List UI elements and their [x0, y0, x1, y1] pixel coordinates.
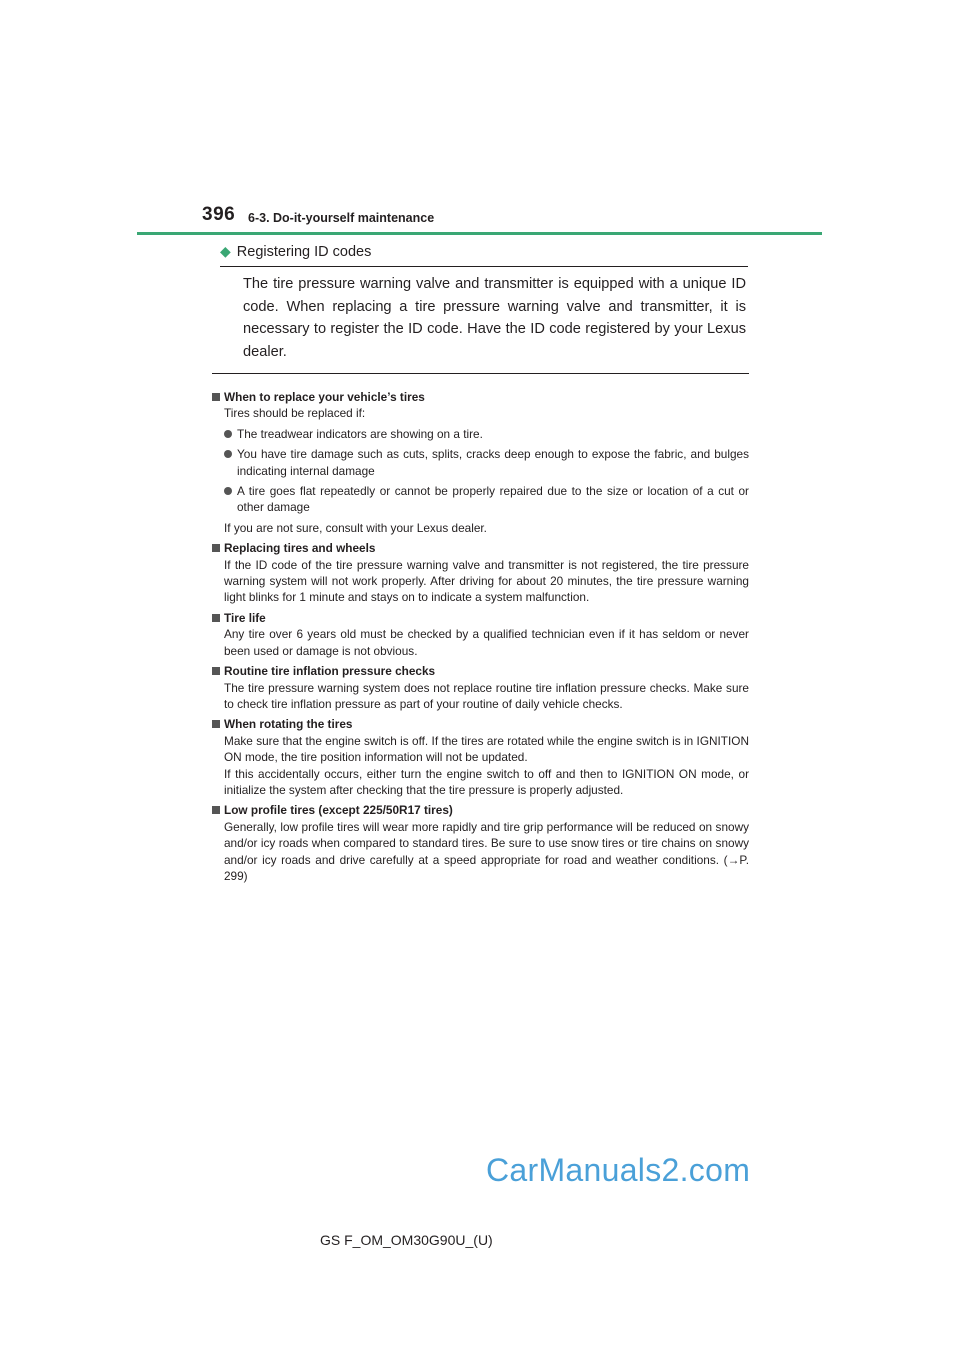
circle-bullet-icon	[224, 487, 232, 495]
square-bullet-icon	[212, 720, 220, 728]
topic-body: Make sure that the engine switch is off. If the tires are rotated while the engine switch is in IGNITION ON mode, the tire position information will not be updated.	[224, 733, 749, 765]
topic-title: Routine tire inflation pressure checks	[224, 664, 436, 679]
footer-doc-code: GS F_OM_OM30G90U_(U)	[320, 1232, 493, 1248]
topic-intro: Tires should be replaced if:	[224, 406, 366, 421]
topic-body: If the ID code of the tire pressure warning valve and transmitter is not registered, the tire pressure warning system will not work properly. After driving for about 20 minutes, the tire pressure warning light blinks for 1 minute and stays on to indicate a system malfunction.	[224, 557, 749, 605]
circle-bullet-icon	[224, 450, 232, 458]
topic-title: Tire life	[224, 610, 266, 625]
notes-section	[212, 385, 749, 884]
list-item: A tire goes flat repeatedly or cannot be properly repaired due to the size or location of a cut or other damage	[212, 483, 749, 516]
topic-replacing-tires-wheels	[212, 540, 749, 606]
square-bullet-icon	[212, 806, 220, 814]
square-bullet-icon	[212, 544, 220, 552]
list-item: The treadwear indicators are showing on a tire.	[212, 426, 749, 442]
topic-rotating-tires	[212, 716, 749, 798]
topic-title: When rotating the tires	[224, 717, 353, 732]
square-bullet-icon	[212, 393, 220, 401]
subsection-heading	[220, 243, 748, 267]
topic-body: If this accidentally occurs, either turn the engine switch to off and then to IGNITION ON mode, or initialize the system after checking that the tire pressure is properly adjusted.	[224, 766, 749, 797]
topic-low-profile-tires	[212, 802, 749, 884]
topic-body: The tire pressure warning system does not replace routine tire inflation pressure checks. Make sure to check tire inflation pressure as part of your routine of daily vehicle checks.	[224, 680, 749, 711]
topic-pressure-checks	[212, 663, 749, 712]
subsection-text: The tire pressure warning valve and transmitter is equipped with a unique ID code. When replacing a tire pressure warning valve and transmitter, it is necessary to register the ID code. Have the ID code registered by your Lexus dealer.	[243, 276, 746, 360]
section-title: 6-3. Do-it-yourself maintenance	[248, 211, 435, 225]
topic-title: When to replace your vehicle’s tires	[224, 390, 425, 404]
square-bullet-icon	[212, 667, 220, 675]
circle-bullet-icon	[224, 430, 232, 438]
topic-body: Any tire over 6 years old must be checked by a qualified technician even if it has seldom or never been used or damage is not obvious.	[224, 627, 749, 658]
square-bullet-icon	[212, 614, 220, 622]
topic-outro: If you are not sure, consult with your Lexus dealer.	[224, 520, 487, 535]
topic-title: Replacing tires and wheels	[224, 541, 376, 556]
list-item: You have tire damage such as cuts, splits, cracks deep enough to expose the fabric, and bulges indicating internal damage	[212, 446, 749, 479]
page-number: 396	[202, 204, 236, 225]
topic-title: Low profile tires (except 225/50R17 tires)	[224, 803, 453, 818]
notes-divider	[212, 373, 749, 374]
topic-tire-life	[212, 610, 749, 659]
header-rule	[137, 232, 822, 235]
watermark: CarManuals2.com	[486, 1152, 751, 1188]
diamond-icon: ◆	[220, 243, 231, 259]
topic-body: Generally, low profile tires will wear more rapidly and tire grip performance will be reduced on snowy and/or icy roads when compared to standard tires. Be sure to use snow tires or tire chains on snowy and/or icy roads and drive carefully at a speed appropriate for road and weather conditions. (→P. 299)	[224, 819, 749, 883]
topic-replace-tires	[212, 389, 749, 536]
subsection-title: Registering ID codes	[236, 244, 372, 260]
